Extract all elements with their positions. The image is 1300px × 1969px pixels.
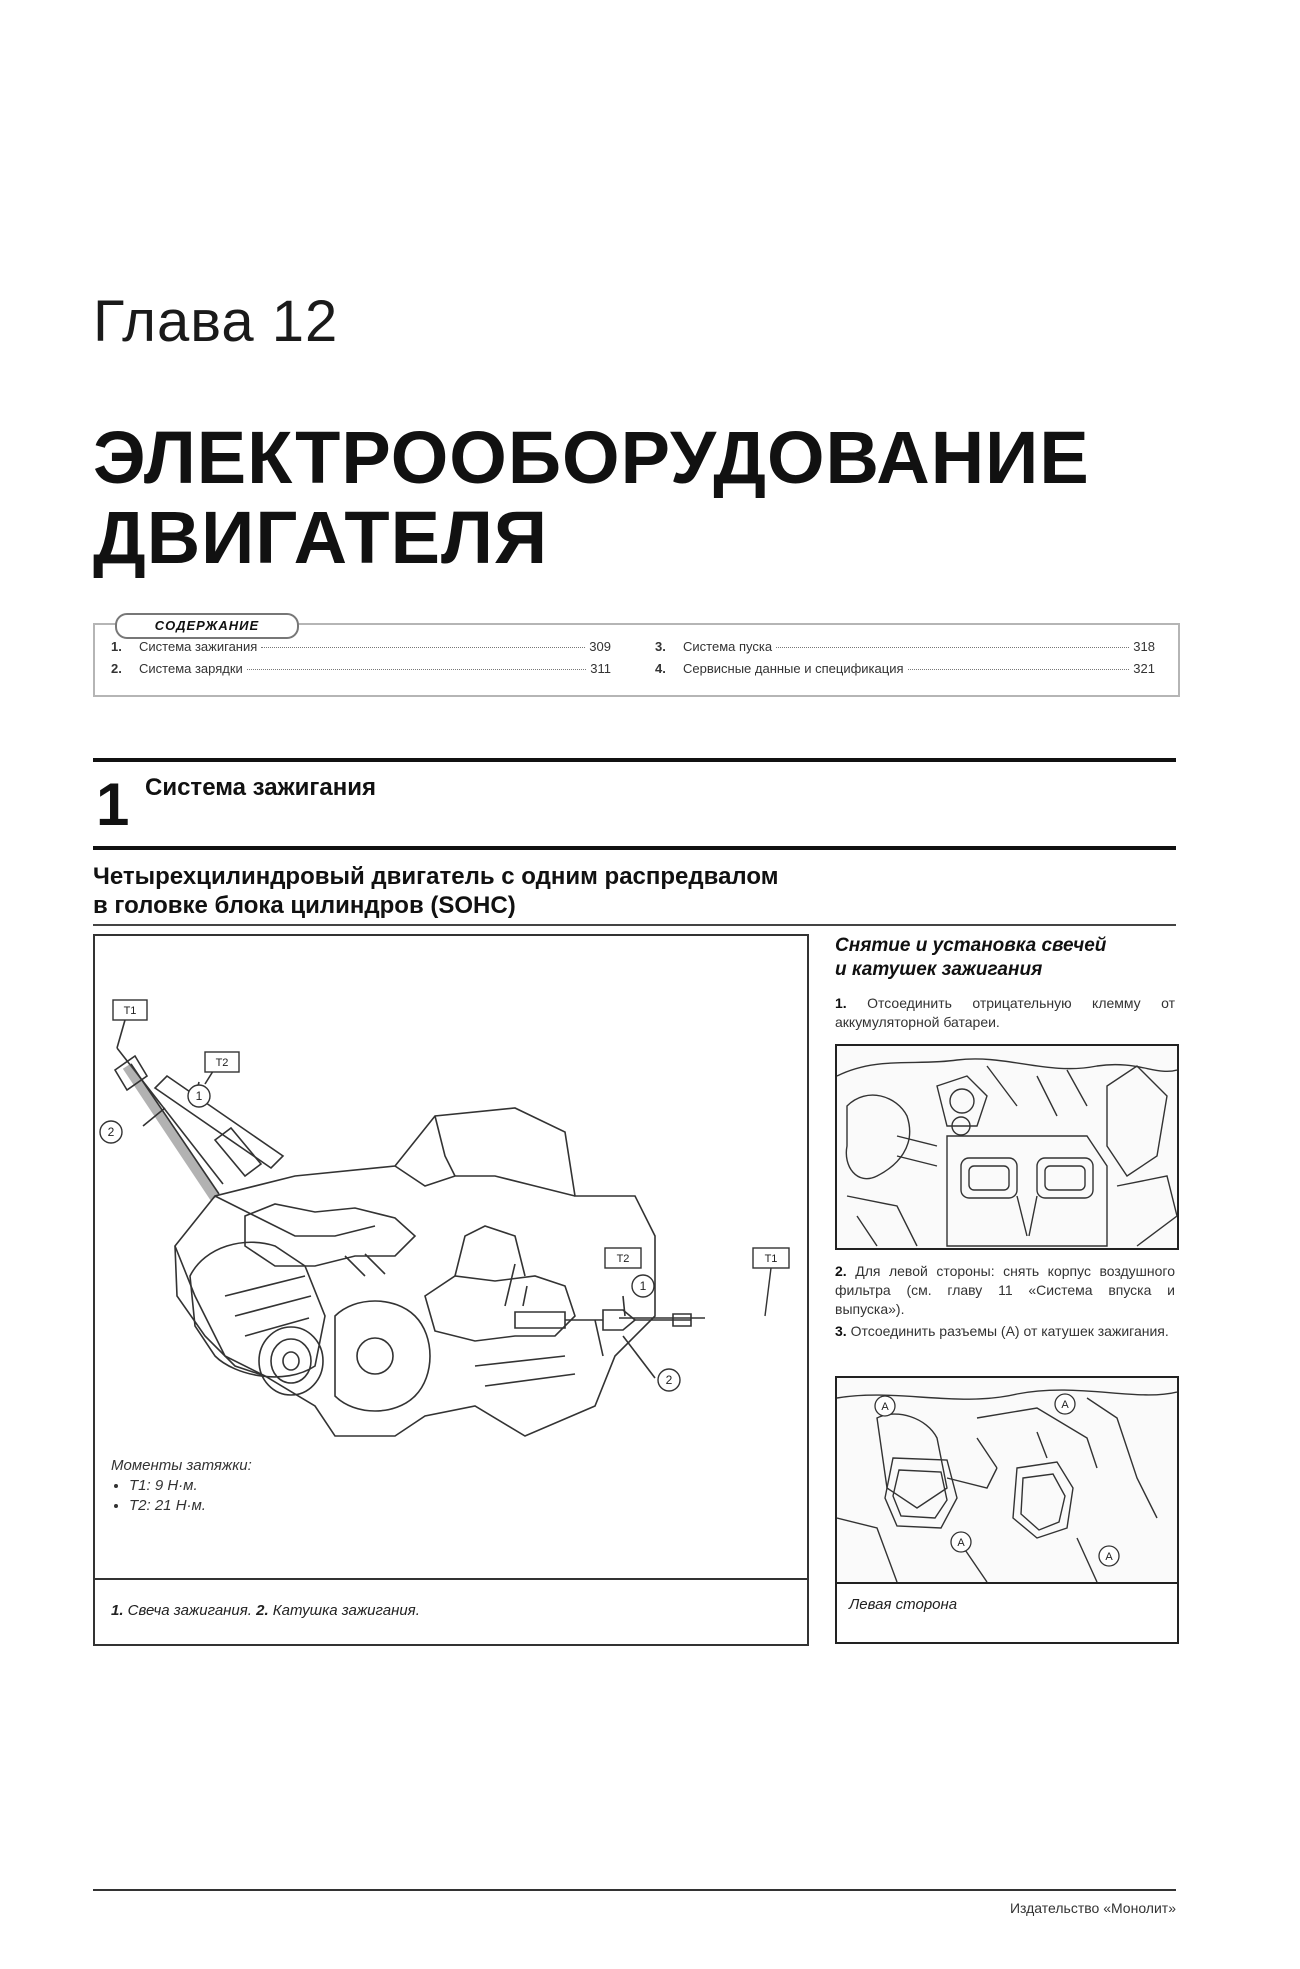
subsection-title-line2: в головке блока цилиндров (SOHC) (93, 892, 516, 919)
procedure-step-1 (835, 994, 1175, 1032)
procedure-heading-line2: и катушек зажигания (835, 959, 1043, 980)
toc-column-right (655, 639, 1155, 683)
photo-coils-caption-area (835, 1580, 1179, 1644)
toc-item-number: 1. (111, 639, 122, 654)
footer-rule (93, 1889, 1176, 1891)
section-rule-bottom (93, 846, 1176, 850)
toc-tab: СОДЕРЖАНИЕ (115, 613, 299, 639)
callout-a-4-label: A (1105, 1551, 1113, 1563)
subsection-title (93, 862, 993, 920)
callout-1-left (188, 1085, 210, 1107)
toc-item-page: 311 (590, 661, 611, 676)
caption-num-2: 2. (256, 1602, 269, 1619)
chapter-title-line2: ДВИГАТЕЛЯ (93, 496, 549, 579)
callout-a-1 (875, 1396, 895, 1416)
subsection-rule (93, 924, 1176, 926)
step-3-number: 3. (835, 1323, 847, 1339)
step-3-text: Отсоединить разъемы (А) от катушек зажигания. (846, 1323, 1169, 1339)
photo-battery (835, 1044, 1179, 1250)
callout-a-3-label: A (957, 1537, 965, 1549)
toc-item-number: 4. (655, 661, 666, 676)
callout-t1-left (113, 1000, 147, 1020)
subsection-title-line1: Четырехцилиндровый двигатель с одним распредвалом (93, 863, 779, 890)
callout-2-right-label: 2 (665, 1373, 673, 1387)
step-2-text: Для левой стороны: снять корпус воздушного фильтра (см. главу 11 «Система впуска и выпуска»). (835, 1263, 1175, 1317)
caption-text-2: Катушка зажигания. (268, 1602, 420, 1619)
torque-list (111, 1476, 252, 1516)
callout-t1-right (753, 1248, 789, 1268)
toc-item-text: Система зажигания (139, 639, 258, 654)
callout-1-left-label: 1 (195, 1089, 203, 1103)
toc-item-number: 2. (111, 661, 122, 676)
torque-title: Моменты затяжки: (111, 1457, 252, 1474)
procedure-step-3 (835, 1322, 1175, 1341)
toc-item-page: 318 (1133, 639, 1155, 654)
callout-t1-right-label: T1 (764, 1253, 778, 1265)
figure-caption (111, 1602, 420, 1619)
toc-item-text: Система пуска (683, 639, 773, 654)
toc-leader-dots (776, 647, 1129, 648)
chapter-label: Глава 12 (93, 289, 339, 354)
footer-publisher: Издательство «Монолит» (1009, 1900, 1176, 1916)
torque-item: • T2: 21 Н·м. (129, 1496, 252, 1516)
callout-1-right-label: 1 (639, 1279, 647, 1293)
photo-coils (835, 1376, 1179, 1584)
chapter-title (93, 418, 1213, 578)
procedure-step-2 (835, 1262, 1175, 1319)
callout-a-4 (1099, 1546, 1119, 1566)
callout-2-left (100, 1121, 122, 1143)
toc-leader-dots (247, 669, 586, 670)
chapter-title-line1: ЭЛЕКТРООБОРУДОВАНИЕ (93, 416, 1090, 499)
section-title: Система зажигания (145, 774, 376, 801)
toc-leader-dots (261, 647, 585, 648)
step-2-number: 2. (835, 1263, 847, 1279)
procedure-heading-line1: Снятие и установка свечей (835, 935, 1107, 956)
figure-caption-area (95, 1578, 807, 1646)
toc-item-number: 3. (655, 639, 666, 654)
toc-item-page: 309 (589, 639, 611, 654)
torque-item: • T1: 9 Н·м. (129, 1476, 252, 1496)
toc-item-text: Сервисные данные и спецификация (683, 661, 904, 676)
callout-t2-right-label: T2 (616, 1253, 630, 1265)
toc-item[interactable] (655, 639, 1155, 661)
toc-leader-dots (908, 669, 1130, 670)
toc-item-text: Система зарядки (139, 661, 243, 676)
procedure-heading (835, 934, 1175, 982)
caption-num-1: 1. (111, 1602, 124, 1619)
section-rule-top (93, 758, 1176, 762)
callout-t2-left-label: T2 (215, 1057, 229, 1069)
callout-a-2-label: A (1061, 1399, 1069, 1411)
callout-a-3 (951, 1532, 971, 1552)
callout-t2-left (205, 1052, 239, 1072)
toc-item[interactable] (655, 661, 1155, 683)
toc-item-page: 321 (1133, 661, 1155, 676)
callout-1-right (632, 1275, 654, 1297)
coils-photo-drawing (837, 1378, 1177, 1582)
step-1-number: 1. (835, 995, 847, 1011)
callout-a-2 (1055, 1394, 1075, 1414)
callout-2-right (658, 1369, 680, 1391)
section-number: 1 (96, 771, 130, 838)
toc-box (93, 618, 1180, 697)
callout-a-1-label: A (881, 1401, 889, 1413)
photo-coils-caption: Левая сторона (849, 1596, 958, 1613)
toc-item[interactable] (111, 639, 611, 661)
callout-t1-left-label: T1 (123, 1005, 137, 1017)
torque-specs (111, 1456, 252, 1516)
toc-item[interactable] (111, 661, 611, 683)
callout-2-left-label: 2 (107, 1125, 115, 1139)
caption-text-1: Свеча зажигания. (123, 1602, 257, 1619)
toc-column-left (111, 639, 611, 683)
step-1-text: Отсоединить отрицательную клемму от аккумуляторной батареи. (835, 995, 1175, 1030)
engine-figure (93, 934, 809, 1646)
callout-t2-right (605, 1248, 641, 1268)
battery-photo-drawing (837, 1046, 1177, 1248)
